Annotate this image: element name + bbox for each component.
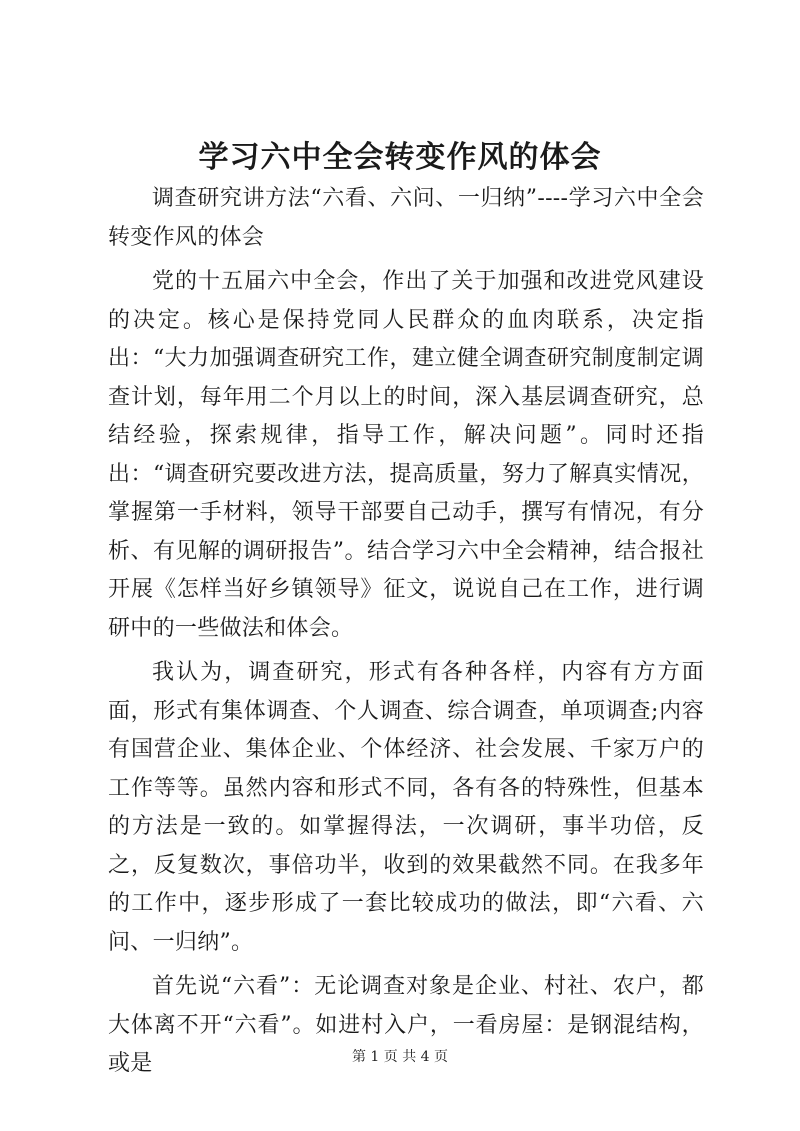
document-title: 学习六中全会转变作风的体会 — [198, 140, 602, 175]
page-footer: 第 1 页 共 4 页 — [351, 1049, 449, 1065]
paragraph-intro: 党的十五届六中全会，作出了关于加强和改进党风建设的决定。核心是保持党同人民群众的血肉联系，决定指出：“大力加强调查研究工作，建立健全调查研究制度制定调查计划，每年用二个月以上的时间，深入基层调查研究，总结经验，探索规律，指导工作，解决问题”。同时还指出：“调查研究要改进方法，提高质量，努力了解真实情况，掌握第一手材料，领导干部要自己动手，撰写有情况，有分析、有见解的调研报告”。结合学习六中全会精神，结合报社开展《怎样当好乡镇领导》征文，说说自己在工作，进行调研中的一些做法和体会。 — [108, 269, 704, 641]
paragraph-methods: 我认为，调查研究，形式有各种各样，内容有方方面面，形式有集体调查、个人调查、综合调查，单项调查;内容有国营企业、集体企业、个体经济、社会发展、千家万户的工作等等。虽然内容和形式不同，各有各的特殊性，但基本的方法是一致的。如掌握得法，一次调研，事半功倍，反之，反复数次，事倍功半，收到的效果截然不同。在我多年的工作中，逐步形成了一套比较成功的做法，即“六看、六问、一归纳”。 — [108, 660, 704, 955]
paragraph-six-looks: 首先说“六看”：无论调查对象是企业、村社、农户，都大体离不开“六看”。如进村入户，一看房屋：是钢混结构，或是 — [108, 974, 704, 1076]
paragraph-subtitle: 调查研究讲方法“六看、六问、一归纳”----学习六中全会转变作风的体会 — [108, 186, 704, 250]
document-body — [108, 180, 704, 1090]
